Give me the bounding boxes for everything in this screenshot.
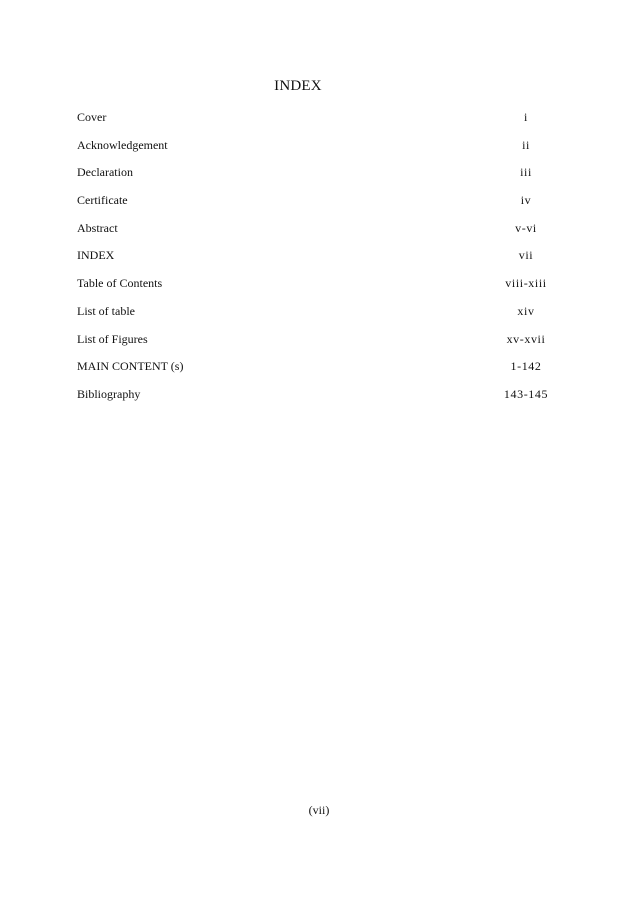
index-entry-page: i (524, 110, 528, 124)
index-entry-list-of-figures (77, 332, 561, 360)
index-entry-table-of-contents (77, 276, 561, 304)
index-entry-page: 1-142 (510, 359, 542, 374)
index-entry-label: Acknowledgement (77, 137, 168, 152)
index-entry-page: xiv (517, 303, 535, 318)
index-entry-label: Certificate (77, 193, 128, 208)
index-entry-label: List of Figures (77, 331, 148, 346)
index-entry-bibliography (77, 387, 561, 415)
index-list (77, 110, 561, 415)
index-entry-acknowledgement (77, 138, 561, 166)
index-entry-certificate (77, 193, 561, 221)
index-entry-label: Declaration (77, 165, 133, 180)
index-entry-label: Table of Contents (77, 276, 163, 291)
index-entry-page: iii (520, 165, 532, 180)
index-entry-page: xv-xvii (506, 331, 546, 346)
index-entry-cover (77, 110, 561, 138)
index-entry-page: vii (518, 248, 534, 263)
index-entry-label: Bibliography (77, 386, 141, 401)
index-entry-label: List of table (77, 303, 135, 318)
index-entry-index (77, 248, 561, 276)
index-entry-label: MAIN CONTENT (s) (77, 359, 184, 374)
index-entry-label: Abstract (77, 220, 118, 235)
index-entry-label: Cover (77, 110, 107, 124)
index-entry-main-content (77, 359, 561, 387)
index-entry-label: INDEX (77, 248, 115, 263)
index-entry-page: 143-145 (503, 386, 549, 401)
index-entry-page: v-vi (515, 220, 537, 235)
index-entry-abstract (77, 221, 561, 249)
index-entry-declaration (77, 165, 561, 193)
index-entry-page: iv (520, 193, 532, 208)
index-entry-page: viii-xiii (505, 276, 547, 291)
index-entry-list-of-table (77, 304, 561, 332)
index-entry-page: ii (522, 137, 530, 152)
page-number-footer: (vii) (308, 803, 330, 817)
page-title: INDEX (274, 78, 322, 94)
